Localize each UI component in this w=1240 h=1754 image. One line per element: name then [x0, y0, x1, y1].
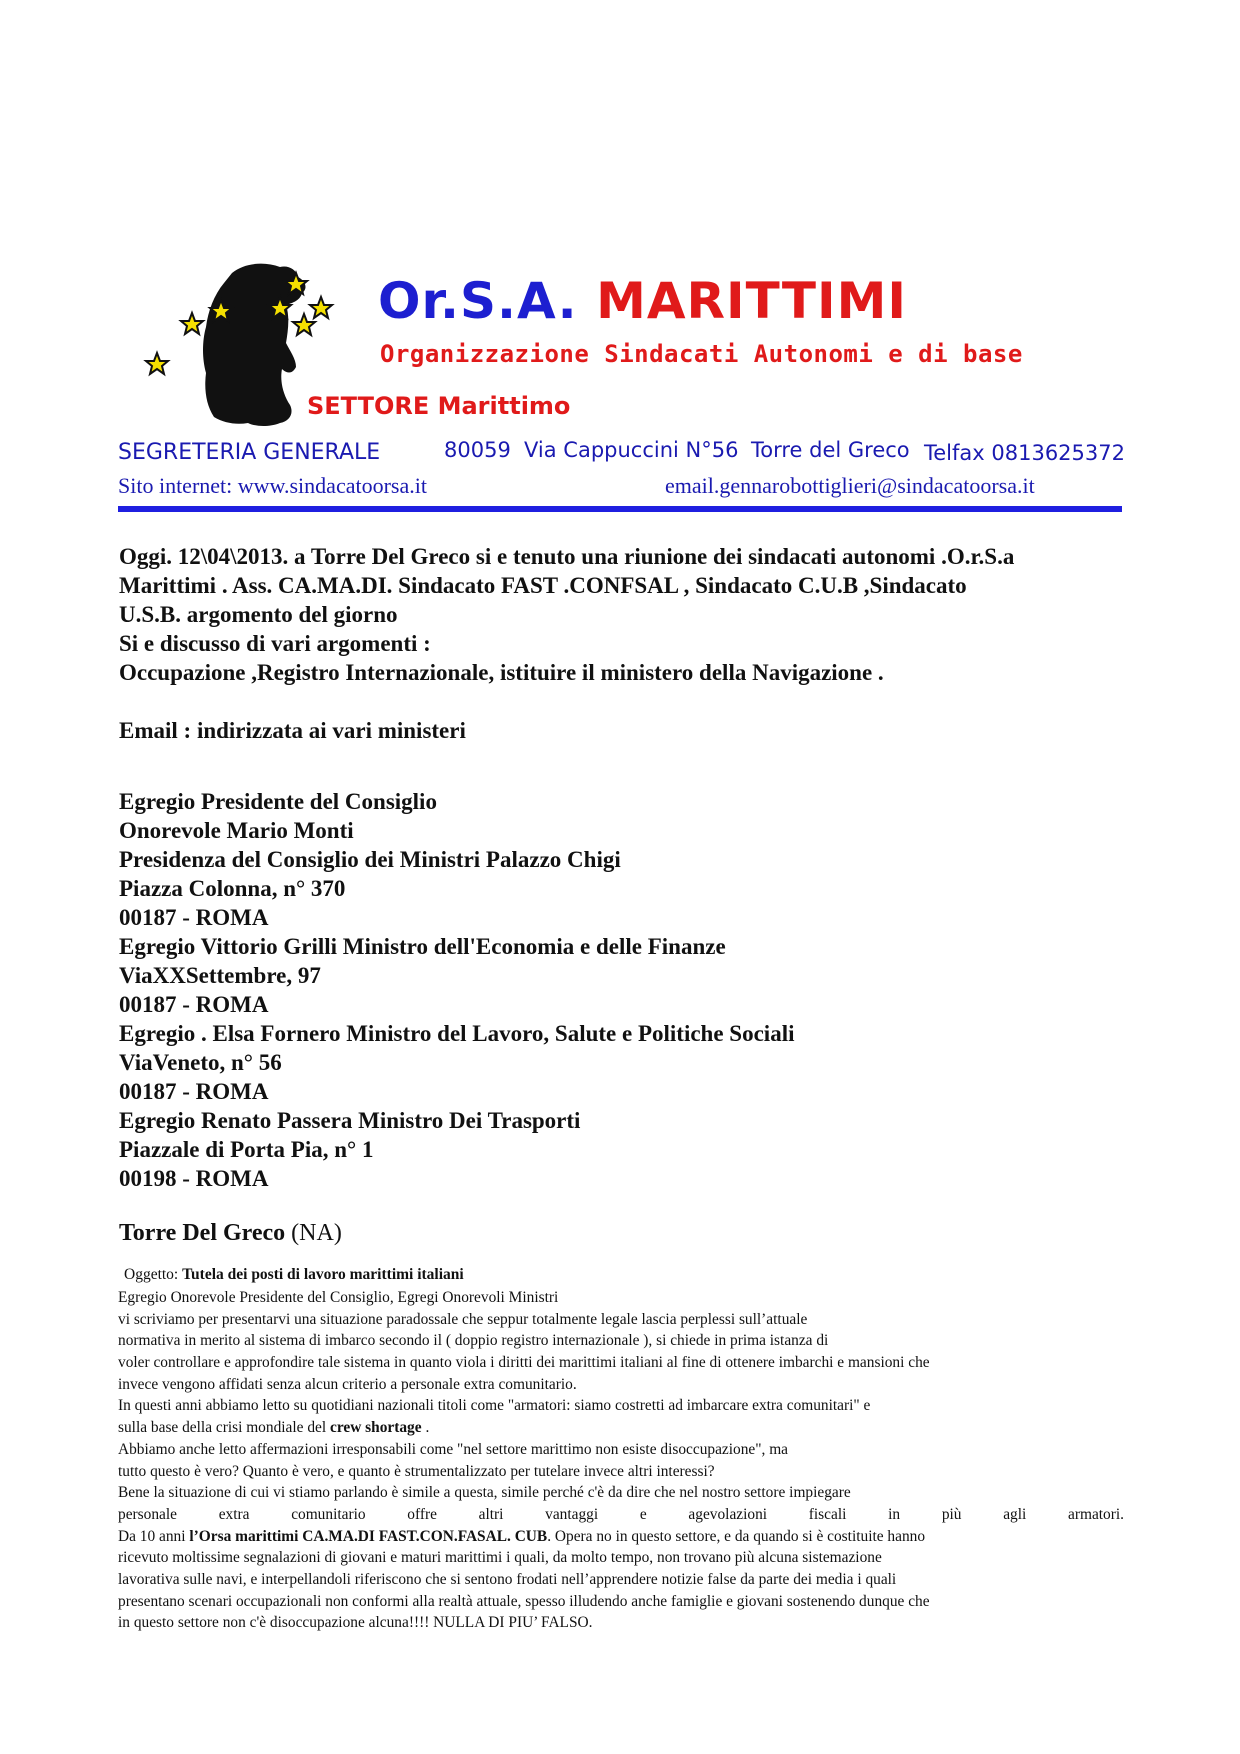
place-city: Torre Del Greco: [119, 1220, 286, 1246]
letter-line: Egregio Onorevole Presidente del Consiglio, Egregi Onorevoli Ministri: [118, 1289, 559, 1306]
recipient-line: Piazzale di Porta Pia, n° 1: [119, 1137, 374, 1162]
city: Torre del Greco: [751, 438, 910, 462]
recipient-line: 00187 - ROMA: [119, 1079, 269, 1104]
place-line: [119, 1219, 342, 1248]
intro-line: U.S.B. argomento del giorno: [119, 602, 398, 627]
letter-word: comunitario: [291, 1505, 366, 1523]
letter-line: In questi anni abbiamo letto su quotidiani nazionali titoli come "armatori: siamo costretti ad imbarcare extra comunitari" e: [118, 1397, 871, 1415]
recipient-line: Egregio Vittorio Grilli Ministro dell'Economia e delle Finanze: [119, 934, 726, 959]
postal-code: 80059: [444, 438, 511, 462]
letter-line: ricevuto moltissime segnalazioni di giovani e maturi marittimi i quali, da molto tempo, non trovano più alcuna sistemazione: [118, 1549, 882, 1567]
letter-word: agli: [1003, 1505, 1027, 1523]
letter-line: in questo settore non c'è disoccupazione alcuna!!!! NULLA DI PIU’ FALSO.: [118, 1614, 593, 1632]
email-note: Email : indirizzata ai vari ministeri: [119, 718, 466, 743]
subject-label: Oggetto:: [124, 1266, 179, 1283]
letter-line: invece vengono affidati senza alcun criterio a personale extra comunitario.: [118, 1375, 577, 1393]
letter-line: Bene la situazione di cui vi stiamo parlando è simile a questa, simile perché c'è da dire che nel nostro settore impiegare: [118, 1484, 851, 1502]
brand-subtitle: Organizzazione Sindacati Autonomi e di base: [380, 340, 1023, 368]
recipient-line: 00187 - ROMA: [119, 905, 269, 930]
recipient-line: 00198 - ROMA: [119, 1166, 269, 1191]
letter-line: [118, 1417, 1124, 1439]
segreteria-label: SEGRETERIA GENERALE: [118, 440, 381, 465]
letter-word: e: [639, 1505, 647, 1523]
letter-word: vantaggi: [545, 1505, 599, 1523]
recipient-line: Egregio Presidente del Consiglio: [119, 789, 437, 814]
crew-shortage-term: crew shortage: [329, 1419, 422, 1437]
letter-line: presentano scenari occupazionali non conformi alla realtà attuale, spesso illudendo anche famiglie e giovani sostenendo dunque che: [118, 1592, 930, 1610]
subject-text: Tutela dei posti di lavoro marittimi italiani: [182, 1266, 464, 1283]
intro-line: Marittimi . Ass. CA.MA.DI. Sindacato FAST .CONFSAL , Sindacato C.U.B ,Sindacato: [119, 573, 967, 598]
recipient-line: Onorevole Mario Monti: [119, 818, 354, 843]
subject-line: [124, 1266, 464, 1284]
brand-title: [378, 272, 907, 330]
settore-label: SETTORE Marittimo: [307, 392, 571, 420]
letter-line: Abbiamo anche letto affermazioni irresponsabili come "nel settore marittimo non esiste disoccupazione", ma: [118, 1440, 789, 1458]
email-link[interactable]: email.gennarobottiglieri@sindacatoorsa.it: [665, 473, 1035, 498]
letter-text: .: [421, 1419, 430, 1437]
recipient-line: Egregio Renato Passera Ministro Dei Trasporti: [119, 1108, 581, 1133]
brand-marittimi: MARITTIMI: [596, 272, 907, 330]
letter-line: normativa in merito al sistema di imbarco secondo il ( doppio registro internazionale ), si chiede in prima istanza di: [118, 1332, 829, 1350]
letter-word: agevolazioni: [688, 1505, 768, 1523]
street-address: Via Cappuccini N°56: [524, 438, 739, 462]
letter-line: [118, 1526, 1124, 1548]
telfax: Telfax 0813625372: [924, 441, 1125, 465]
header-divider: [118, 506, 1122, 512]
letter-word: offre: [407, 1505, 437, 1523]
recipient-line: Presidenza del Consiglio dei Ministri Palazzo Chigi: [119, 847, 621, 872]
letter-word: extra: [218, 1505, 250, 1523]
intro-line: Occupazione ,Registro Internazionale, istituire il ministero della Navigazione .: [119, 660, 884, 685]
website-link[interactable]: Sito internet: www.sindacatoorsa.it: [118, 473, 427, 498]
letter-word: armatori.: [1068, 1505, 1124, 1523]
recipient-line: ViaVeneto, n° 56: [119, 1050, 282, 1075]
brand-orsa: Or.S.A.: [378, 272, 578, 330]
letter-line-justified: [118, 1504, 1124, 1526]
letter-line: vi scriviamo per presentarvi una situazione paradossale che seppur totalmente legale lascia perplessi sull’attuale: [118, 1310, 808, 1328]
intro-paragraph: [119, 542, 1014, 687]
letter-line: tutto questo è vero? Quanto è vero, e quanto è strumentalizzato per tutelare invece altri interessi?: [118, 1462, 715, 1480]
letter-word: fiscali: [808, 1505, 847, 1523]
letter-text: . Opera no in questo settore, e da quando si è costituite hanno: [547, 1527, 926, 1545]
letter-word: in: [888, 1505, 901, 1523]
letter-word: più: [941, 1505, 962, 1523]
recipient-line: ViaXXSettembre, 97: [119, 963, 321, 988]
letter-body: [118, 1287, 1124, 1634]
letter-line: voler controllare e approfondire tale sistema in quanto viola i diritti dei marittimi italiani al fine di ottenere imbarchi e mansioni che: [118, 1354, 930, 1372]
intro-line: Oggi. 12\04\2013. a Torre Del Greco si e tenuto una riunione dei sindacati autonomi .O.r.S.a: [119, 544, 1015, 569]
place-province: (NA): [291, 1220, 342, 1246]
recipient-line: Egregio . Elsa Fornero Ministro del Lavoro, Salute e Politiche Sociali: [119, 1021, 795, 1046]
letter-word: altri: [478, 1505, 504, 1523]
recipient-line: 00187 - ROMA: [119, 992, 269, 1017]
letter-text: sulla base della crisi mondiale del: [118, 1419, 330, 1437]
letter-text: Da 10 anni: [118, 1527, 190, 1545]
intro-line: Si e discusso di vari argomenti :: [119, 631, 431, 656]
unions-term: l’Orsa marittimi CA.MA.DI FAST.CON.FASAL. CUB: [189, 1527, 548, 1545]
letter-word: personale: [118, 1505, 177, 1523]
recipient-line: Piazza Colonna, n° 370: [119, 876, 346, 901]
recipients-block: [119, 787, 794, 1193]
letter-line: lavorativa sulle navi, e interpellandoli riferiscono che si sentono frodati nell’apprendere notizie false da parte dei media i quali: [118, 1570, 897, 1588]
